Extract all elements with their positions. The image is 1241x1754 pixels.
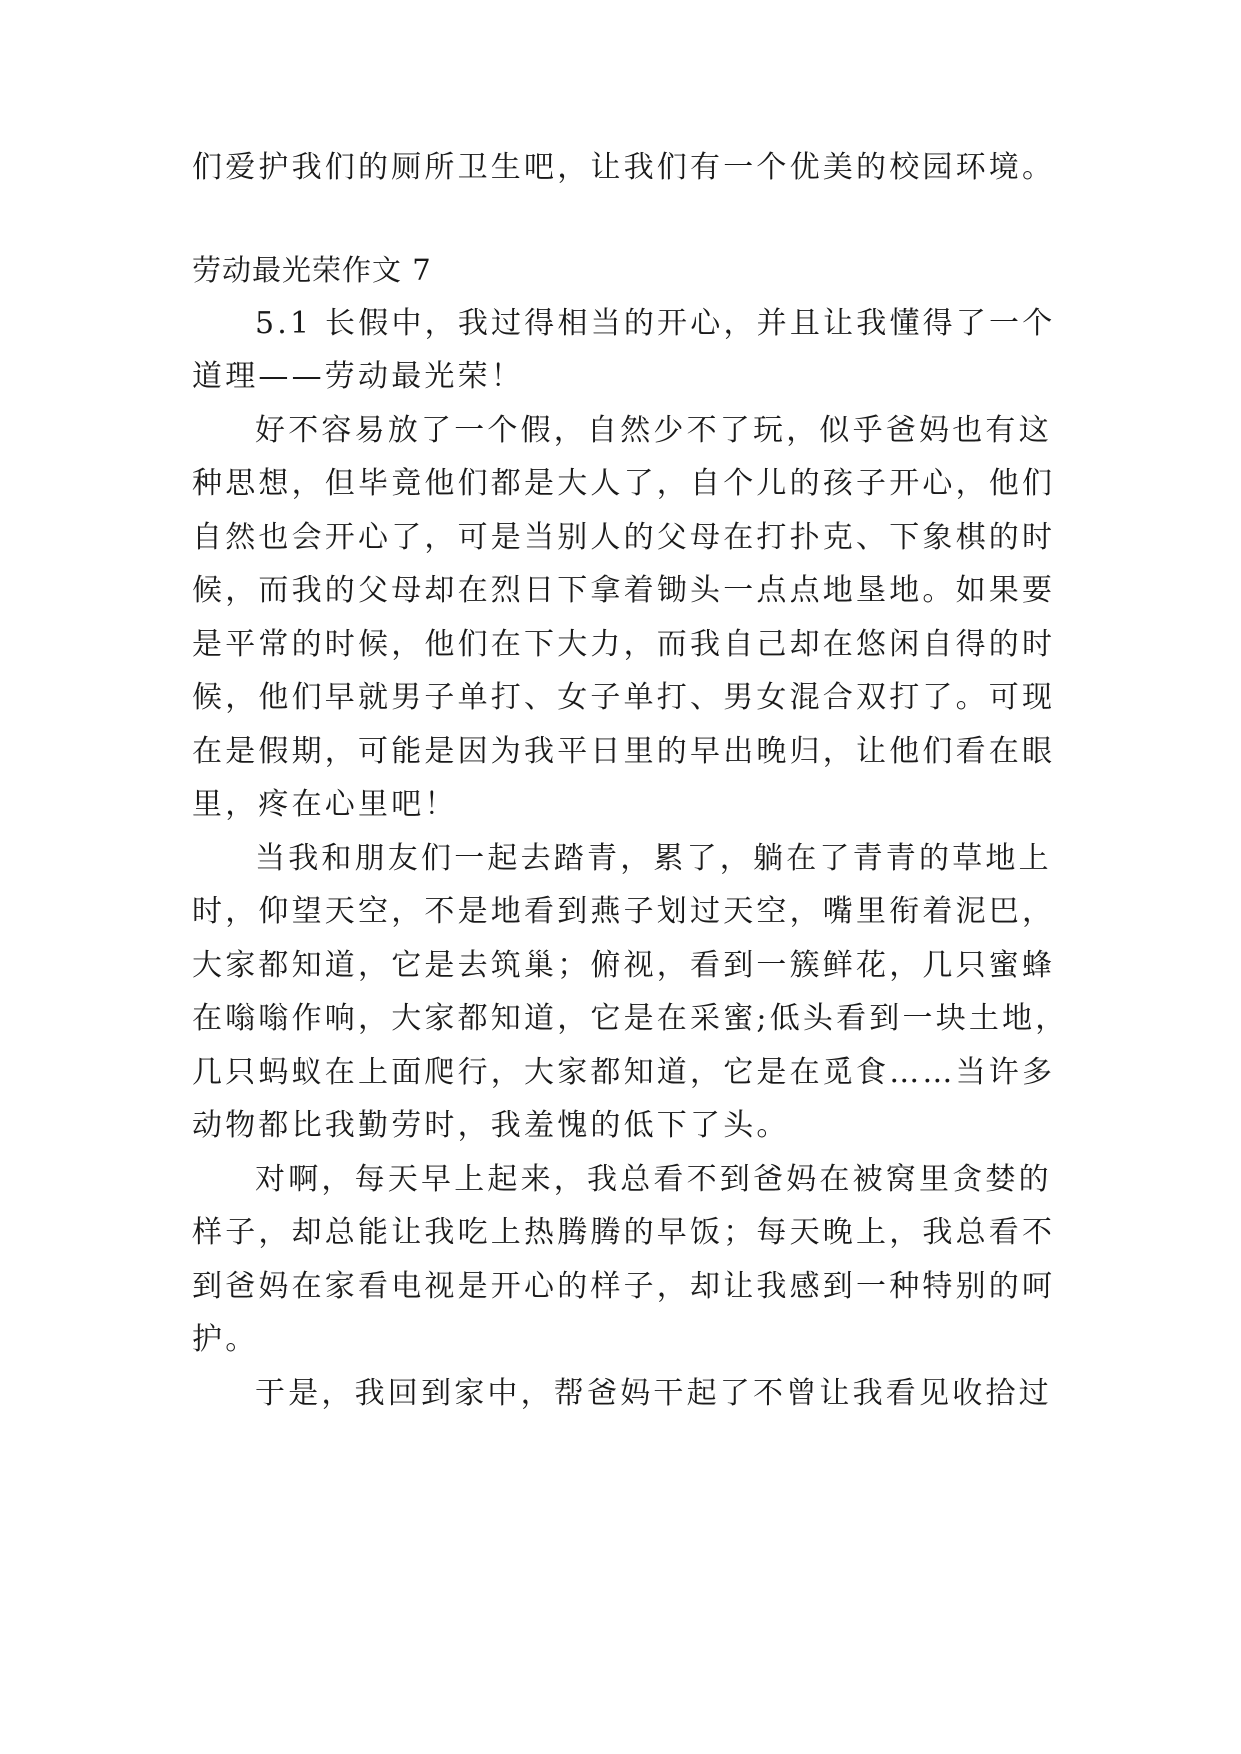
- paragraph-line: 大家都知道，它是去筑巢；俯视，看到一簇鲜花，几只蜜蜂: [192, 948, 1056, 983]
- continuation-line: 们爱护我们的厕所卫生吧，让我们有一个优美的校园环境。: [192, 150, 1056, 185]
- paragraph-line: 候，而我的父母却在烈日下拿着锄头一点点地垦地。如果要: [192, 573, 1056, 608]
- paragraph-line: 在嗡嗡作响，大家都知道，它是在采蜜;低头看到一块土地，: [192, 1001, 1069, 1036]
- paragraph-line: 于是，我回到家中，帮爸妈干起了不曾让我看见收拾过: [255, 1376, 1052, 1411]
- paragraph-line: 当我和朋友们一起去踏青，累了，躺在了青青的草地上: [255, 841, 1052, 876]
- paragraph-line: 5.1 长假中，我过得相当的开心，并且让我懂得了一个: [255, 306, 1056, 341]
- paragraph-line: 里，疼在心里吧！: [192, 787, 458, 822]
- paragraph-line: 在是假期，可能是因为我平日里的早出晚归，让他们看在眼: [192, 734, 1056, 769]
- paragraph-line: 护。: [192, 1322, 259, 1357]
- paragraph-line: 时，仰望天空，不是地看到燕子划过天空，嘴里衔着泥巴，: [192, 894, 1056, 929]
- paragraph-line: 到爸妈在家看电视是开心的样子，却让我感到一种特别的呵: [192, 1269, 1056, 1304]
- paragraph-line: 是平常的时候，他们在下大力，而我自己却在悠闲自得的时: [192, 627, 1056, 662]
- paragraph-line: 自然也会开心了，可是当别人的父母在打扑克、下象棋的时: [192, 520, 1056, 555]
- paragraph-line: 对啊，每天早上起来，我总看不到爸妈在被窝里贪婪的: [255, 1162, 1052, 1197]
- paragraph-line: 好不容易放了一个假，自然少不了玩，似乎爸妈也有这: [255, 413, 1052, 448]
- paragraph-line: 种思想，但毕竟他们都是大人了，自个儿的孩子开心，他们: [192, 466, 1056, 501]
- paragraph-line: 道理——劳动最光荣！: [192, 359, 524, 394]
- paragraph-line: 候，他们早就男子单打、女子单打、男女混合双打了。可现: [192, 680, 1056, 715]
- paragraph-line: 动物都比我勤劳时，我羞愧的低下了头。: [192, 1108, 790, 1143]
- paragraph-line: 几只蚂蚁在上面爬行，大家都知道，它是在觅食……当许多: [192, 1055, 1056, 1090]
- essay-heading: 劳动最光荣作文 7: [192, 253, 432, 287]
- paragraph-line: 样子，却总能让我吃上热腾腾的早饭；每天晚上，我总看不: [192, 1215, 1056, 1250]
